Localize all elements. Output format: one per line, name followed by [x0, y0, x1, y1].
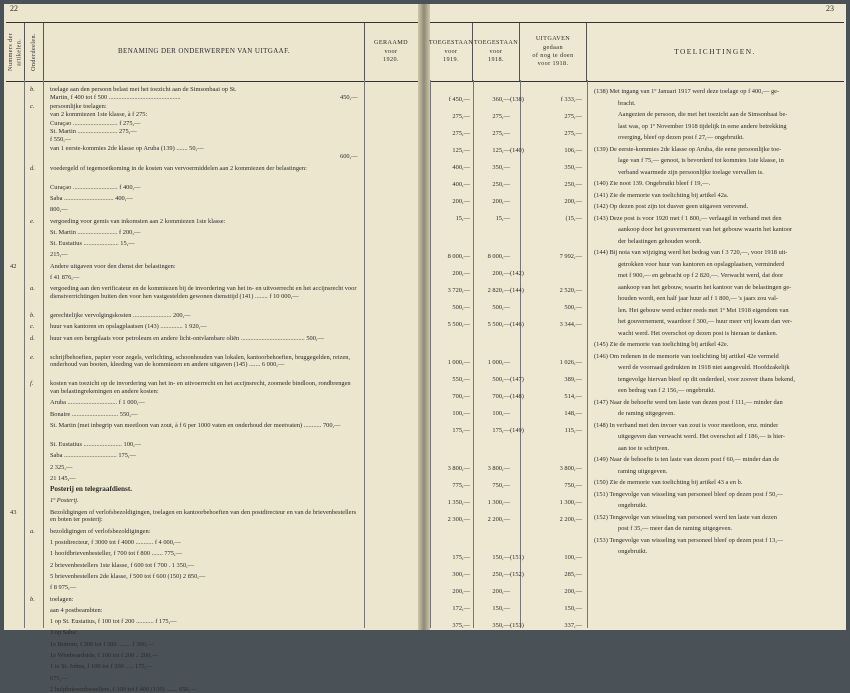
block-text: kosten van toezicht op de invordering van het in- en uitvoerrecht en het accijnsrecht, zoomede bindloon, rondbrengen van belastingrekeningen en andere kosten:	[50, 380, 351, 395]
toegestaan-1919-amount: 1 350,—	[447, 499, 470, 506]
toegestaan-1918-amount: 125,—	[492, 147, 510, 154]
toegestaan-1918-amount: 2 820,—	[487, 287, 510, 294]
note-ref: (144)	[510, 287, 524, 294]
toelichting-line: met f 900,— en gebracht op f 2 820,—. Verwacht werd, dat door	[618, 272, 784, 279]
item-text: van 1 eerste-kommies 2de klasse op Aruba (139) ....... 50,—	[50, 144, 204, 152]
toegestaan-1919-amount: 300,—	[452, 571, 470, 578]
toegestaan-1918-amount: 200,—	[492, 198, 510, 205]
toegestaan-1919-amount: 375,—	[452, 622, 470, 629]
uitgaven-amount: 389,—	[564, 376, 582, 383]
block-text: Andere uitgaven voor den dienst der belastingen:	[50, 262, 176, 270]
toegestaan-1919-amount: 3 800,—	[447, 465, 470, 472]
uitgaven-amount: 106,—	[564, 147, 582, 154]
toelichting-line: (142) Op dezen post zijn tot dusver geen uitgaven verevend.	[594, 203, 749, 210]
toegestaan-1918-amount: 275,—	[492, 130, 510, 137]
toegestaan-1919-amount: 200,—	[452, 270, 470, 277]
uitgaven-amount: 750,—	[564, 482, 582, 489]
toegestaan-1918-amount: 500,—	[492, 376, 510, 383]
block-text: 1 te St. Johns, f 100 tot f 200 ..... 175,—	[50, 663, 153, 671]
uitgaven-amount: 500,—	[564, 304, 582, 311]
block-text: Posterij en telegraafdienst.	[50, 485, 133, 494]
toegestaan-1919-amount: 3 720,—	[447, 287, 470, 294]
uitgaven-amount: 350,—	[564, 164, 582, 171]
toegestaan-1918-amount: 1 000,—	[487, 359, 510, 366]
block-text: St. Martin (met inbegrip van meetloon van zout, à f 6 per 1000 vaten en onderhoud der meetvaten) ........... 700,—	[50, 421, 341, 429]
onderdeel-letter: a.	[30, 285, 35, 293]
toegestaan-1919-amount: 500,—	[452, 304, 470, 311]
toegestaan-1918-amount: 3 800,—	[487, 465, 510, 472]
toegestaan-1919-amount: 2 300,—	[447, 516, 470, 523]
toegestaan-1919-amount: 8 000,—	[447, 253, 470, 260]
toegestaan-1918-amount: 250,—	[492, 571, 510, 578]
toelichting-line: (148) In verband met den invoer van zout is voor meetloon, enz. minder	[594, 421, 779, 429]
toelichting-line: ongebruikt.	[618, 548, 648, 555]
block-text: 1e Windwardside, f 100 tot f 200 .. 200,—	[50, 652, 159, 659]
item-amount: 600,—	[340, 153, 358, 161]
toelichting-line: tengevolge hiervan bleef op dit onderdeel, voor zoover thans bekend,	[618, 375, 795, 383]
toelichtingen-header: TOELICHTINGEN.	[674, 47, 756, 56]
right-page-number: 23	[826, 4, 834, 13]
item-amount: 450,—	[340, 94, 358, 102]
geraamd-header: GERAAMD voor 1920.	[373, 39, 409, 64]
block-text: gerechtelijke vervolgingskosten ........................ 200,—	[50, 312, 191, 319]
toegestaan-1919-amount: 775,—	[452, 482, 470, 489]
uitgaven-amount: 200,—	[564, 198, 582, 205]
toelichting-line: verband waarmede zijn persoonlijke toelage vervallen is.	[618, 168, 764, 176]
toegestaan-1918-amount: 750,—	[492, 482, 510, 489]
uitgaven-amount: 1 026,—	[559, 359, 582, 366]
toelichting-line: (152) Tengevolge van wisseling van personeel werd ten laste van dezen	[594, 513, 777, 521]
toelichting-line: (149) Naar de behoefte is ten laste van dezen post f 60,— minder dan de	[594, 456, 780, 463]
toegestaan-1919-amount: 100,—	[452, 410, 470, 417]
onderdeel-letter: d.	[30, 164, 35, 172]
toelichting-line: (140) Zie noot 139. Ongebruikt bleef f 19,—.	[594, 180, 711, 187]
uitgaven-amount: 3 800,—	[559, 465, 582, 472]
uitgaven-amount: 250,—	[564, 181, 582, 188]
block-text: schrijfbehoeften, papier voor zegels, verlichting, schoonhouden van lokalen, kantoorbehoeften, bruggegelden, reizen, onderhoud van booten, kleeding van de kommiezen en andere uitgaven (145) ....... 6 000,—	[50, 353, 351, 369]
toegestaan-1919-amount: 400,—	[452, 181, 470, 188]
onderdeel-letter: f.	[30, 380, 34, 388]
note-ref: (149)	[510, 427, 524, 434]
benaming-header: BENAMING DER ONDERWERPEN VAN UITGAAF.	[44, 23, 365, 81]
toegestaan-1919-amount: 275,—	[452, 113, 470, 120]
block-text: huur van een bergplaats voor petroleum en andere licht-ontvlambare oliën ........................................ 500,—	[50, 334, 324, 342]
toegestaan-1918-amount: 1 300,—	[487, 499, 510, 506]
toelichting-line: (151) Tengevolge van wisseling van personeel bleef op dezen post f 50,—	[594, 490, 784, 498]
toegestaan-1919-amount: 200,—	[452, 588, 470, 595]
toegestaan-1919-amount: 125,—	[452, 147, 470, 154]
note-ref: (151)	[510, 554, 524, 561]
left-header	[6, 22, 418, 82]
block-text: 2 325,—	[50, 463, 73, 471]
note-ref: (148)	[510, 393, 524, 400]
toegestaan-1918-amount: 700,—	[492, 393, 510, 400]
block-text: vergoeding voor gemis van inkomsten aan 2 kommiezen 1ste klasse:	[50, 217, 226, 225]
toegestaan-1918-amount: 8 000,—	[487, 253, 510, 260]
toegestaan-1919-amount: 1 000,—	[447, 359, 470, 366]
toelichting-line: (145) Zie de memorie van toelichting bij artikel 42e.	[594, 341, 729, 348]
toegestaan-1919-amount: 172,—	[452, 605, 470, 612]
uitgaven-amount: 100,—	[564, 554, 582, 561]
toelichting-line: overging, bleef op dezen post f 27,— ongebruikt.	[618, 134, 744, 141]
article-number: 43	[10, 508, 17, 516]
toegestaan-1919-amount: f 450,—	[448, 96, 470, 103]
uitgaven-amount: 148,—	[564, 410, 582, 417]
block-text: f 8 975,—	[50, 584, 77, 592]
uitgaven-amount: 275,—	[564, 130, 582, 137]
block-text: 800,—	[50, 206, 68, 214]
note-ref: (142)	[510, 270, 524, 277]
onderdeelen-header: Onderdeelen.	[29, 33, 37, 71]
toegestaan-1918-amount: 500,—	[492, 304, 510, 311]
toelichting-line: werd de voorraad gedrukten in 1918 niet aangevuld. Hoofdzakelijk	[618, 364, 790, 371]
uitgaven-amount: 7 992,—	[559, 253, 582, 260]
toegestaan-1919-amount: 15,—	[455, 215, 470, 222]
toegestaan-1918-amount: 150,—	[492, 554, 510, 561]
toelichting-line: (146) Om redenen in de memorie van toelichting bij artikel 42e vermeld	[594, 352, 779, 360]
onderdeel-letter: c.	[30, 323, 35, 331]
toelichting-line: het gouvernement, waardoor f 300,— huur meer vrij kwam dan ver-	[618, 318, 793, 325]
toegestaan-1919-amount: 400,—	[452, 164, 470, 171]
item-text: St. Martin ......................... 275,—	[50, 128, 137, 135]
toegestaan-1919-amount: 5 500,—	[447, 321, 470, 328]
block-text: 1 postdirecteur, f 3000 tot f 4000 ........... f 4 000,—	[50, 539, 181, 546]
toelichting-line: (138) Met ingang van 1º Januari 1917 werd deze toelage op f 400,— ge-	[594, 88, 780, 95]
uitgaven-amount: 150,—	[564, 605, 582, 612]
block-text: Aruba ............................... f 1 000,—	[50, 399, 145, 407]
book-gutter	[418, 4, 430, 630]
block-text: 215,—	[50, 251, 68, 259]
block-text: Saba ................................. 175,—	[50, 452, 136, 460]
block-text: 5 brievenbestellers 2de klasse, f 500 tot f 600 (150) 2 850,—	[50, 572, 206, 580]
toegestaan-1918-amount: 175,—	[492, 427, 510, 434]
left-page-number: 22	[10, 4, 18, 13]
toegestaan-1918-amount: 150,—	[492, 605, 510, 612]
toelichting-line: een bedrag van f 2 156,— ongebruikt.	[618, 387, 716, 394]
toelichting-line: post f 35,— meer dan de raming uitgegeven.	[618, 525, 733, 532]
toelichting-line: getrokken voor huur van kantoren en opslagplaatsen, verminderd	[618, 260, 785, 268]
toelichting-line: houden wordt, een half jaar huur ad f 1 800,— 's jaars zou val-	[618, 295, 778, 302]
toelichting-line: de raming uitgegeven.	[618, 410, 675, 417]
block-text: 2 hulpbrievenbestellers, f 300 tot f 400 (150) ....... 650,—	[50, 685, 197, 693]
block-text: St. Martin ......................... f 200,—	[50, 228, 141, 236]
uitgaven-amount: 3 344,—	[559, 321, 582, 328]
uitgaven-amount: (15,—	[565, 215, 582, 222]
toegestaan-1918-amount: 360,—	[492, 96, 510, 103]
item-text: Curaçao ............................ f 275,—	[50, 119, 141, 127]
block-text: Curaçao ............................ f 400,—	[50, 183, 141, 191]
block-text: 21 145,—	[50, 474, 76, 482]
uitgaven-amount: 2 200,—	[559, 516, 582, 523]
toegestaan-1918-amount: 15,—	[495, 215, 510, 222]
toegestaan-1918-amount: 350,—	[492, 622, 510, 629]
block-text: 1e Bottom, f 200 tot f 500 ........ f 300,—	[50, 640, 154, 648]
block-text: 675,—	[50, 674, 68, 682]
item-text: Martin, f 400 tot f 500 .............................................	[50, 94, 181, 102]
right-header	[430, 22, 844, 82]
note-ref: (147)	[510, 376, 524, 383]
toelichting-line: aankoop door het gouvernement van het gebouw waarin het kantoor	[618, 226, 793, 233]
note-ref: (146)	[510, 321, 524, 328]
block-text: voedergeld of tegemoetkoming in de kosten van vervoermiddelen aan 2 kommiezen der belastingen:	[50, 164, 307, 172]
onderdeel-letter: b.	[30, 595, 35, 603]
toegestaan-1918-amount: 5 500,—	[487, 321, 510, 328]
toegestaan-1919-amount: 550,—	[452, 376, 470, 383]
block-text: 1 op St. Eustatius, f 100 tot f 200 ........... f 175,—	[50, 618, 177, 626]
toelichting-line: bracht.	[618, 99, 636, 107]
onderdeel-letter: b.	[30, 312, 35, 319]
toegestaan-1918-amount: 200,—	[492, 270, 510, 277]
note-ref: (152)	[510, 571, 524, 578]
uitgaven-amount: 115,—	[564, 427, 582, 434]
toegestaan-1919-header: TOEGESTAAN voor 1919.	[430, 23, 473, 81]
block-text: f 41 876,—	[50, 274, 80, 281]
uitgaven-amount: 337,—	[564, 622, 582, 629]
block-text: 2 brievenbestellers 1ste klasse, f 600 tot f 700 . 1 350,—	[50, 561, 195, 569]
toegestaan-1919-amount: 175,—	[452, 554, 470, 561]
toelichting-line: len. Het gebouw werd echter reeds met 1º Mei 1918 eigendom van	[618, 306, 789, 314]
toelichting-line: wacht werd. Het overschot op dezen post is hieraan te danken.	[618, 329, 778, 337]
note-ref: (140)	[510, 147, 524, 154]
onderdeel-letter: b.	[30, 86, 35, 93]
block-text: Bezoldigingen of verlofsbezoldigingen, toelagen en kantoorbehoeften van den postdirecteur en van de brievenbestellers en boten ter posterij:	[50, 508, 357, 524]
toegestaan-1918-amount: 350,—	[492, 164, 510, 171]
uitgaven-amount: 275,—	[564, 113, 582, 120]
onderdeel-letter: d.	[30, 334, 35, 342]
toegestaan-1919-amount: 700,—	[452, 393, 470, 400]
toelichting-line: raming uitgegeven.	[618, 467, 668, 475]
toegestaan-1918-amount: 2 200,—	[487, 516, 510, 523]
uitgaven-amount: 1 300,—	[559, 499, 582, 506]
toegestaan-1919-amount: 275,—	[452, 130, 470, 137]
item-text: f 550,—	[50, 136, 72, 144]
item-text: van 2 kommiezen 1ste klasse, à f 275:	[50, 111, 148, 119]
toelichting-line: (143) Deze post is voor 1920 met f 1 800,— verlaagd in verband met den	[594, 214, 782, 222]
block-text: Bonaire ............................. 550,—	[50, 410, 138, 418]
block-text: Saba ............................... 400,—	[50, 194, 133, 202]
toelichting-line: (144) Bij nota van wijziging werd het bedrag van f 3 720,—, voor 1918 uit-	[594, 249, 788, 256]
uitgaven-amount: 200,—	[564, 588, 582, 595]
toegestaan-1919-amount: 200,—	[452, 198, 470, 205]
toelichting-line: uitgegeven dan verwacht werd. Het overschot ad f 186,— is hier-	[618, 433, 786, 440]
uitgaven-amount: 514,—	[564, 393, 582, 400]
block-text: St. Eustatius ........................ 100,—	[50, 440, 142, 448]
onderdeel-letter: e.	[30, 217, 35, 225]
toelichting-line: der belastingen gehouden wordt.	[618, 237, 702, 245]
nummers-header: Nummers der artikelen.	[6, 32, 22, 72]
note-ref: (153)	[510, 622, 524, 629]
toelichting-line: last was, op 1º November 1918 tijdelijk in eene andere betrekking	[618, 122, 787, 130]
uitgaven-amount: f 333,—	[560, 96, 582, 103]
toelichting-line: (139) De eerste-kommies 2de klasse op Aruba, die eene persoonlijke toe-	[594, 145, 782, 153]
toelichting-line: aankoop van het gebouw, waarin het kantoor van de belastingen ge-	[618, 283, 792, 291]
block-text: huur van kantoren en opslagplaatsen (143) .............. 1 920,—	[50, 323, 207, 331]
toelichting-line: aan toe te schrijven.	[618, 444, 670, 452]
block-text: toelagen:	[50, 595, 74, 603]
toelichting-line: Aangezien de persoon, die met het toezicht aan de Simsonbaai be-	[618, 111, 788, 118]
onderdeel-letter: a.	[30, 527, 35, 535]
block-text: 1 hoofdbrievenbesteller, f 700 tot f 800 ....... 775,—	[50, 550, 182, 558]
item-text: persoonlijke toelagen:	[50, 102, 107, 110]
note-ref: (138)	[510, 96, 524, 103]
toegestaan-1918-amount: 100,—	[492, 410, 510, 417]
block-text: 3 op Saba:	[50, 629, 77, 637]
toelichting-line: (147) Naar de behoefte werd ten laste van dezen post f 111,— minder dan	[594, 398, 783, 406]
toelichting-line: lage van f 75,— genoot, is bevorderd tot kommies 1ste klasse, in	[618, 157, 784, 164]
uitgaven-header: UITGAVEN gedaan of nog te doen voor 1918.	[520, 23, 587, 81]
toelichting-line: (141) Zie de memorie van toelichting bij artikel 42a.	[594, 191, 729, 199]
block-text: aan 4 postbeambten:	[50, 606, 103, 614]
article-number: 42	[10, 262, 17, 270]
uitgaven-amount: 2 520,—	[559, 287, 582, 294]
onderdeel-letter: c.	[30, 102, 35, 110]
block-text: St. Eustatius ...................... 15,—	[50, 240, 135, 248]
toelichting-line: (150) Zie de memorie van toelichting bij artikel 43 a en b.	[594, 479, 743, 486]
uitgaven-amount: 285,—	[564, 571, 582, 578]
block-text: 1º Posterij.	[50, 497, 79, 505]
toegestaan-1918-amount: 275,—	[492, 113, 510, 120]
item-text: toelage aan den persoon belast met het toezicht aan de Simsonbaai op St.	[50, 86, 237, 93]
toelichting-line: ongebruikt.	[618, 502, 648, 509]
block-text: bezoldigingen of verlofsbezoldigingen:	[50, 527, 151, 535]
onderdeel-letter: e.	[30, 353, 35, 361]
toegestaan-1919-amount: 175,—	[452, 427, 470, 434]
toegestaan-1918-amount: 250,—	[492, 181, 510, 188]
toelichting-line: (153) Tengevolge van wisseling van personeel bleef op dezen post f 13,—	[594, 536, 784, 544]
toegestaan-1918-amount: 200,—	[492, 588, 510, 595]
block-text: vergoeding aan den verificateur en de kommiezen bij de invordering van het in- en uitvoerrecht en het accijnsrecht voor dienstverrichtingen buiten den voor hen vastgestelden gewonen diensttijd (141) ........ f 10 000,—	[50, 285, 357, 300]
toegestaan-1918-header: TOEGESTAAN voor 1918.	[473, 23, 520, 81]
